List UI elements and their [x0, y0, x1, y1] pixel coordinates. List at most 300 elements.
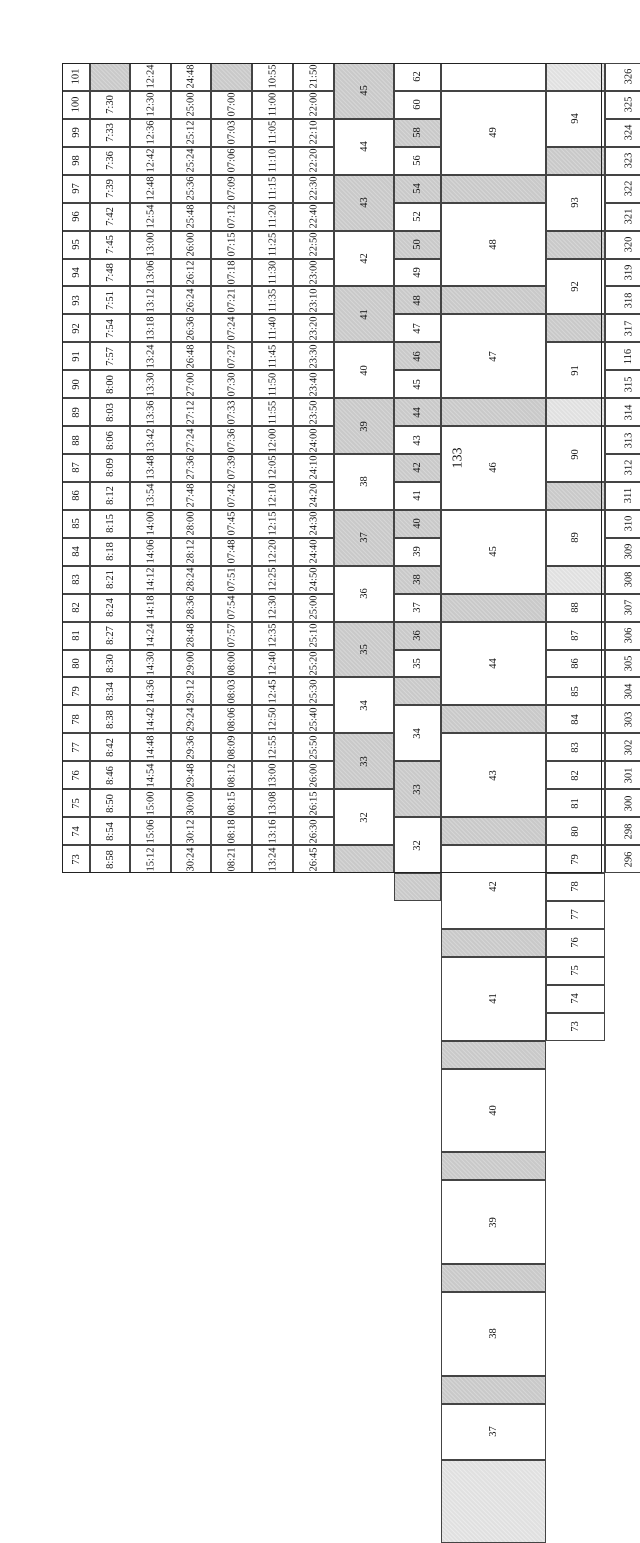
table-cell — [394, 705, 441, 761]
table-cell — [605, 454, 640, 482]
table-cell — [394, 63, 441, 91]
table-cell — [293, 650, 334, 678]
cell-text: 8:46 — [104, 765, 116, 785]
cell-text: 300 — [623, 795, 634, 812]
cell-text: 14:24 — [144, 623, 156, 648]
table-cell — [605, 203, 640, 231]
table-cell — [130, 175, 171, 203]
table-cell — [293, 259, 334, 287]
cell-text: 90 — [70, 378, 82, 390]
table-cell — [605, 538, 640, 566]
table-cell — [90, 231, 130, 259]
cell-text: 45 — [412, 378, 423, 390]
table-cell — [293, 342, 334, 370]
table-cell — [171, 91, 211, 119]
table-cell — [130, 231, 171, 259]
cell-text: 22:00 — [307, 92, 319, 117]
cell-text: 85 — [70, 518, 82, 530]
cell-text: 11:35 — [267, 288, 278, 313]
cell-text: 24:40 — [307, 539, 319, 564]
table-cell — [62, 482, 90, 510]
table-cell — [211, 817, 252, 845]
table-cell — [293, 538, 334, 566]
cell-text: 14:12 — [144, 567, 156, 592]
table-cell — [605, 119, 640, 147]
cell-text: 23:10 — [307, 288, 319, 313]
cell-text: 23:50 — [307, 400, 319, 425]
table-cell — [334, 398, 394, 454]
cell-text: 75 — [70, 797, 82, 809]
table-cell — [334, 733, 394, 789]
cell-text: 79 — [70, 686, 82, 697]
cell-text: 12:15 — [266, 511, 278, 536]
cell-text: 22:20 — [307, 148, 319, 173]
table-cell — [441, 1264, 546, 1292]
cell-text: 41 — [358, 309, 370, 320]
cell-text: 44 — [412, 406, 423, 418]
cell-text: 26:15 — [307, 791, 319, 816]
cell-text: 323 — [623, 152, 634, 169]
cell-text: 40 — [358, 364, 370, 376]
table-cell — [211, 63, 252, 91]
table-cell — [211, 259, 252, 287]
cell-text: 296 — [623, 851, 634, 867]
cell-text: 25:20 — [307, 651, 319, 676]
cell-text: 15:06 — [144, 819, 156, 844]
cell-text: 12:35 — [266, 623, 278, 648]
cell-text: 48 — [412, 295, 423, 306]
cell-text: 08:03 — [225, 679, 237, 704]
table-cell — [90, 761, 130, 789]
table-cell — [252, 594, 293, 622]
table-cell — [171, 761, 211, 789]
cell-text: 13:00 — [144, 232, 156, 257]
table-cell — [62, 175, 90, 203]
table-cell — [90, 454, 130, 482]
table-cell — [546, 398, 605, 426]
table-cell — [441, 1376, 546, 1404]
table-cell — [252, 203, 293, 231]
cell-text: 12:36 — [144, 120, 156, 145]
cell-text: 39 — [488, 1216, 499, 1228]
cell-text: 27:48 — [185, 483, 197, 508]
cell-text: 36 — [412, 630, 423, 641]
table-cell — [90, 426, 130, 454]
table-cell — [171, 845, 211, 873]
cell-text: 308 — [623, 571, 634, 588]
cell-text: 07:45 — [225, 511, 237, 536]
cell-text: 25:48 — [185, 204, 197, 229]
cell-text: 91 — [570, 364, 581, 376]
table-cell — [171, 426, 211, 454]
cell-text: 54 — [412, 183, 423, 194]
cell-text: 08:00 — [225, 651, 237, 676]
table-cell — [605, 147, 640, 175]
table-cell — [546, 901, 605, 929]
cell-text: 48 — [488, 239, 499, 250]
cell-text: 74 — [70, 825, 82, 837]
table-cell — [546, 426, 605, 482]
table-cell — [211, 398, 252, 426]
table-cell — [130, 286, 171, 314]
table-cell — [90, 733, 130, 761]
cell-text: 49 — [488, 127, 499, 139]
cell-text: 85 — [570, 686, 581, 697]
table-cell — [171, 677, 211, 705]
cell-text: 28:24 — [185, 567, 197, 592]
cell-text: 11:05 — [267, 121, 278, 145]
table-cell — [130, 426, 171, 454]
cell-text: 38 — [412, 574, 423, 585]
table-cell — [130, 733, 171, 761]
table-cell — [211, 566, 252, 594]
table-cell — [334, 231, 394, 287]
cell-text: 304 — [623, 683, 634, 700]
cell-text: 37 — [488, 1426, 499, 1437]
table-cell — [293, 845, 334, 873]
cell-text: 8:34 — [104, 682, 116, 701]
cell-text: 07:24 — [225, 316, 237, 341]
cell-text: 324 — [623, 124, 634, 141]
table-cell — [90, 845, 130, 873]
table-cell — [130, 594, 171, 622]
cell-text: 42 — [358, 253, 370, 264]
cell-text: 26:12 — [185, 260, 197, 285]
table-cell — [441, 175, 546, 203]
table-cell — [394, 761, 441, 817]
table-cell — [252, 817, 293, 845]
table-cell — [605, 398, 640, 426]
cell-text: 15:12 — [144, 847, 156, 871]
table-cell — [90, 566, 130, 594]
cell-text: 326 — [623, 69, 634, 85]
table-cell — [334, 677, 394, 733]
table-cell — [130, 398, 171, 426]
cell-text: 84 — [570, 714, 581, 725]
cell-text: 29:48 — [185, 763, 197, 788]
table-cell — [171, 817, 211, 845]
table-cell — [62, 454, 90, 482]
table-cell — [252, 510, 293, 538]
cell-text: 42 — [488, 881, 499, 893]
table-cell — [62, 370, 90, 398]
table-cell — [130, 677, 171, 705]
cell-text: 12:40 — [266, 651, 278, 676]
cell-text: 30:24 — [185, 847, 197, 871]
cell-text: 86 — [70, 490, 82, 502]
cell-text: 07:36 — [225, 428, 237, 453]
cell-text: 50 — [412, 239, 423, 250]
cell-text: 12:24 — [144, 64, 156, 89]
table-cell — [90, 789, 130, 817]
table-cell — [441, 1152, 546, 1180]
table-cell — [605, 314, 640, 342]
table-cell — [252, 761, 293, 789]
table-cell — [441, 594, 546, 622]
cell-text: 7:57 — [104, 346, 116, 366]
cell-text: 39 — [412, 546, 423, 558]
table-cell — [605, 482, 640, 510]
table-cell — [394, 650, 441, 678]
table-cell — [334, 286, 394, 342]
table-cell — [211, 370, 252, 398]
cell-text: 303 — [623, 711, 634, 728]
cell-text: 99 — [70, 127, 82, 139]
table-cell — [293, 594, 334, 622]
table-cell — [293, 761, 334, 789]
cell-text: 87 — [70, 462, 82, 474]
table-cell — [394, 203, 441, 231]
table-cell — [441, 622, 546, 706]
cell-text: 12:00 — [266, 428, 278, 453]
cell-text: 306 — [623, 627, 634, 644]
table-cell — [90, 538, 130, 566]
table-cell — [546, 929, 605, 957]
cell-text: 12:30 — [266, 595, 278, 620]
table-cell — [130, 482, 171, 510]
table-cell — [293, 705, 334, 733]
table-cell — [252, 370, 293, 398]
cell-text: 35 — [358, 644, 370, 655]
cell-text: 49 — [412, 267, 423, 278]
cell-text: 27:12 — [185, 400, 197, 425]
cell-text: 8:30 — [104, 654, 116, 673]
cell-text: 07:27 — [225, 344, 237, 369]
cell-text: 07:51 — [225, 567, 237, 592]
table-cell — [252, 63, 293, 91]
cell-text: 46 — [488, 462, 499, 474]
table-cell — [546, 789, 605, 817]
cell-text: 79 — [570, 853, 581, 865]
cell-text: 07:00 — [225, 92, 237, 117]
cell-text: 93 — [570, 197, 581, 208]
table-cell — [62, 342, 90, 370]
cell-text: 37 — [412, 602, 423, 613]
cell-text: 82 — [70, 602, 82, 613]
table-cell — [211, 231, 252, 259]
table-cell — [211, 426, 252, 454]
table-cell — [605, 370, 640, 398]
cell-text: 8:09 — [104, 458, 116, 478]
table-cell — [394, 370, 441, 398]
table-cell — [394, 147, 441, 175]
table-cell — [394, 231, 441, 259]
cell-text: 23:00 — [307, 260, 319, 285]
table-cell — [546, 817, 605, 845]
table-cell — [293, 482, 334, 510]
cell-text: 317 — [623, 320, 634, 337]
cell-text: 22:50 — [307, 232, 319, 257]
table-cell — [394, 398, 441, 426]
table-cell — [252, 677, 293, 705]
cell-text: 14:36 — [144, 679, 156, 704]
table-cell — [394, 454, 441, 482]
cell-text: 13:36 — [144, 400, 156, 425]
table-cell — [605, 566, 640, 594]
cell-text: 43 — [358, 197, 370, 208]
cell-text: 28:36 — [185, 595, 197, 620]
table-cell — [211, 314, 252, 342]
cell-text: 22:10 — [307, 120, 319, 145]
table-cell — [130, 650, 171, 678]
cell-text: 95 — [70, 239, 82, 250]
table-cell — [211, 203, 252, 231]
cell-text: 81 — [70, 630, 82, 641]
table-cell — [252, 342, 293, 370]
cell-text: 13:12 — [144, 288, 156, 313]
table-cell — [546, 761, 605, 789]
cell-text: 29:36 — [185, 735, 197, 760]
table-cell — [171, 566, 211, 594]
table-cell — [546, 845, 605, 873]
cell-text: 25:10 — [307, 623, 319, 648]
table-cell — [62, 789, 90, 817]
cell-text: 08:12 — [225, 763, 237, 788]
table-cell — [130, 510, 171, 538]
cell-text: 07:09 — [225, 176, 237, 201]
cell-text: 24:30 — [307, 511, 319, 536]
table-cell — [441, 314, 546, 398]
cell-text: 87 — [570, 630, 581, 641]
table-cell — [252, 91, 293, 119]
table-cell — [62, 91, 90, 119]
table-cell — [546, 63, 605, 91]
cell-text: 28:48 — [185, 623, 197, 648]
cell-text: 313 — [623, 432, 634, 448]
table-cell — [90, 259, 130, 287]
cell-text: 62 — [412, 71, 423, 83]
table-cell — [546, 91, 605, 147]
cell-text: 43 — [488, 769, 499, 781]
table-cell — [90, 510, 130, 538]
table-cell — [441, 1069, 546, 1153]
cell-text: 37 — [358, 532, 370, 544]
table-cell — [171, 538, 211, 566]
table-cell — [394, 538, 441, 566]
cell-text: 12:30 — [144, 92, 156, 117]
cell-text: 24:48 — [185, 64, 197, 89]
cell-text: 11:25 — [267, 232, 278, 257]
table-cell — [441, 1460, 546, 1543]
table-cell — [605, 426, 640, 454]
cell-text: 11:40 — [267, 316, 278, 341]
cell-text: 14:30 — [144, 651, 156, 676]
table-cell — [394, 342, 441, 370]
cell-text: 310 — [623, 515, 634, 532]
cell-text: 14:48 — [144, 735, 156, 760]
cell-text: 07:30 — [225, 372, 237, 397]
table-cell — [130, 817, 171, 845]
cell-text: 74 — [570, 993, 581, 1004]
cell-text: 8:50 — [104, 793, 116, 813]
table-cell — [211, 845, 252, 873]
table-cell — [252, 119, 293, 147]
cell-text: 302 — [623, 739, 634, 756]
table-cell — [90, 147, 130, 175]
table-cell — [90, 398, 130, 426]
table-cell — [546, 594, 605, 622]
cell-text: 76 — [570, 937, 581, 949]
table-cell — [211, 510, 252, 538]
table-cell — [62, 677, 90, 705]
cell-text: 12:20 — [266, 539, 278, 564]
table-cell — [171, 259, 211, 287]
page-number-text: 133 — [450, 447, 466, 469]
cell-text: 24:10 — [307, 456, 319, 480]
cell-text: 41 — [412, 490, 423, 502]
table-cell — [605, 286, 640, 314]
table-cell — [252, 566, 293, 594]
cell-text: 08:18 — [225, 819, 237, 844]
table-cell — [441, 1292, 546, 1376]
cell-text: 32 — [358, 811, 370, 823]
cell-text: 44 — [358, 141, 370, 153]
cell-text: 77 — [570, 909, 581, 921]
table-cell — [394, 677, 441, 705]
table-cell — [171, 119, 211, 147]
table-cell — [211, 454, 252, 482]
table-cell — [171, 314, 211, 342]
cell-text: 7:45 — [104, 235, 116, 254]
cell-text: 77 — [70, 742, 82, 753]
cell-text: 33 — [412, 783, 423, 795]
table-cell — [90, 203, 130, 231]
cell-text: 25:40 — [307, 707, 319, 732]
cell-text: 08:21 — [225, 847, 237, 871]
table-cell — [394, 817, 441, 873]
cell-text: 80 — [70, 658, 82, 669]
cell-text: 11:10 — [267, 148, 278, 173]
cell-text: 93 — [70, 295, 82, 306]
cell-text: 307 — [623, 599, 634, 616]
cell-text: 8:21 — [104, 570, 116, 590]
cell-text: 14:00 — [144, 511, 156, 536]
table-cell — [62, 286, 90, 314]
cell-text: 83 — [570, 742, 581, 753]
cell-text: 43 — [412, 434, 423, 446]
table-cell — [334, 63, 394, 119]
timetable — [62, 63, 634, 1437]
table-cell — [171, 482, 211, 510]
table-cell — [252, 622, 293, 650]
table-cell — [441, 63, 546, 91]
table-cell — [211, 789, 252, 817]
table-cell — [334, 342, 394, 398]
cell-text: 58 — [412, 127, 423, 139]
cell-text: 81 — [570, 797, 581, 809]
cell-text: 10:55 — [266, 64, 278, 89]
table-cell — [211, 705, 252, 733]
table-cell — [130, 314, 171, 342]
cell-text: 311 — [623, 488, 634, 504]
cell-text: 60 — [412, 99, 423, 111]
cell-text: 08:09 — [225, 735, 237, 760]
cell-text: 13:42 — [144, 428, 156, 453]
cell-text: 12:05 — [266, 456, 278, 480]
table-cell — [546, 510, 605, 566]
cell-text: 8:18 — [104, 542, 116, 562]
cell-text: 24:20 — [307, 483, 319, 508]
cell-text: 25:36 — [185, 176, 197, 201]
cell-text: 27:24 — [185, 428, 197, 453]
table-cell — [546, 342, 605, 398]
table-cell — [171, 650, 211, 678]
cell-text: 25:30 — [307, 679, 319, 704]
table-cell — [441, 1180, 546, 1264]
cell-text: 14:42 — [144, 707, 156, 732]
cell-text: 40 — [488, 1105, 499, 1116]
cell-text: 23:30 — [307, 344, 319, 369]
